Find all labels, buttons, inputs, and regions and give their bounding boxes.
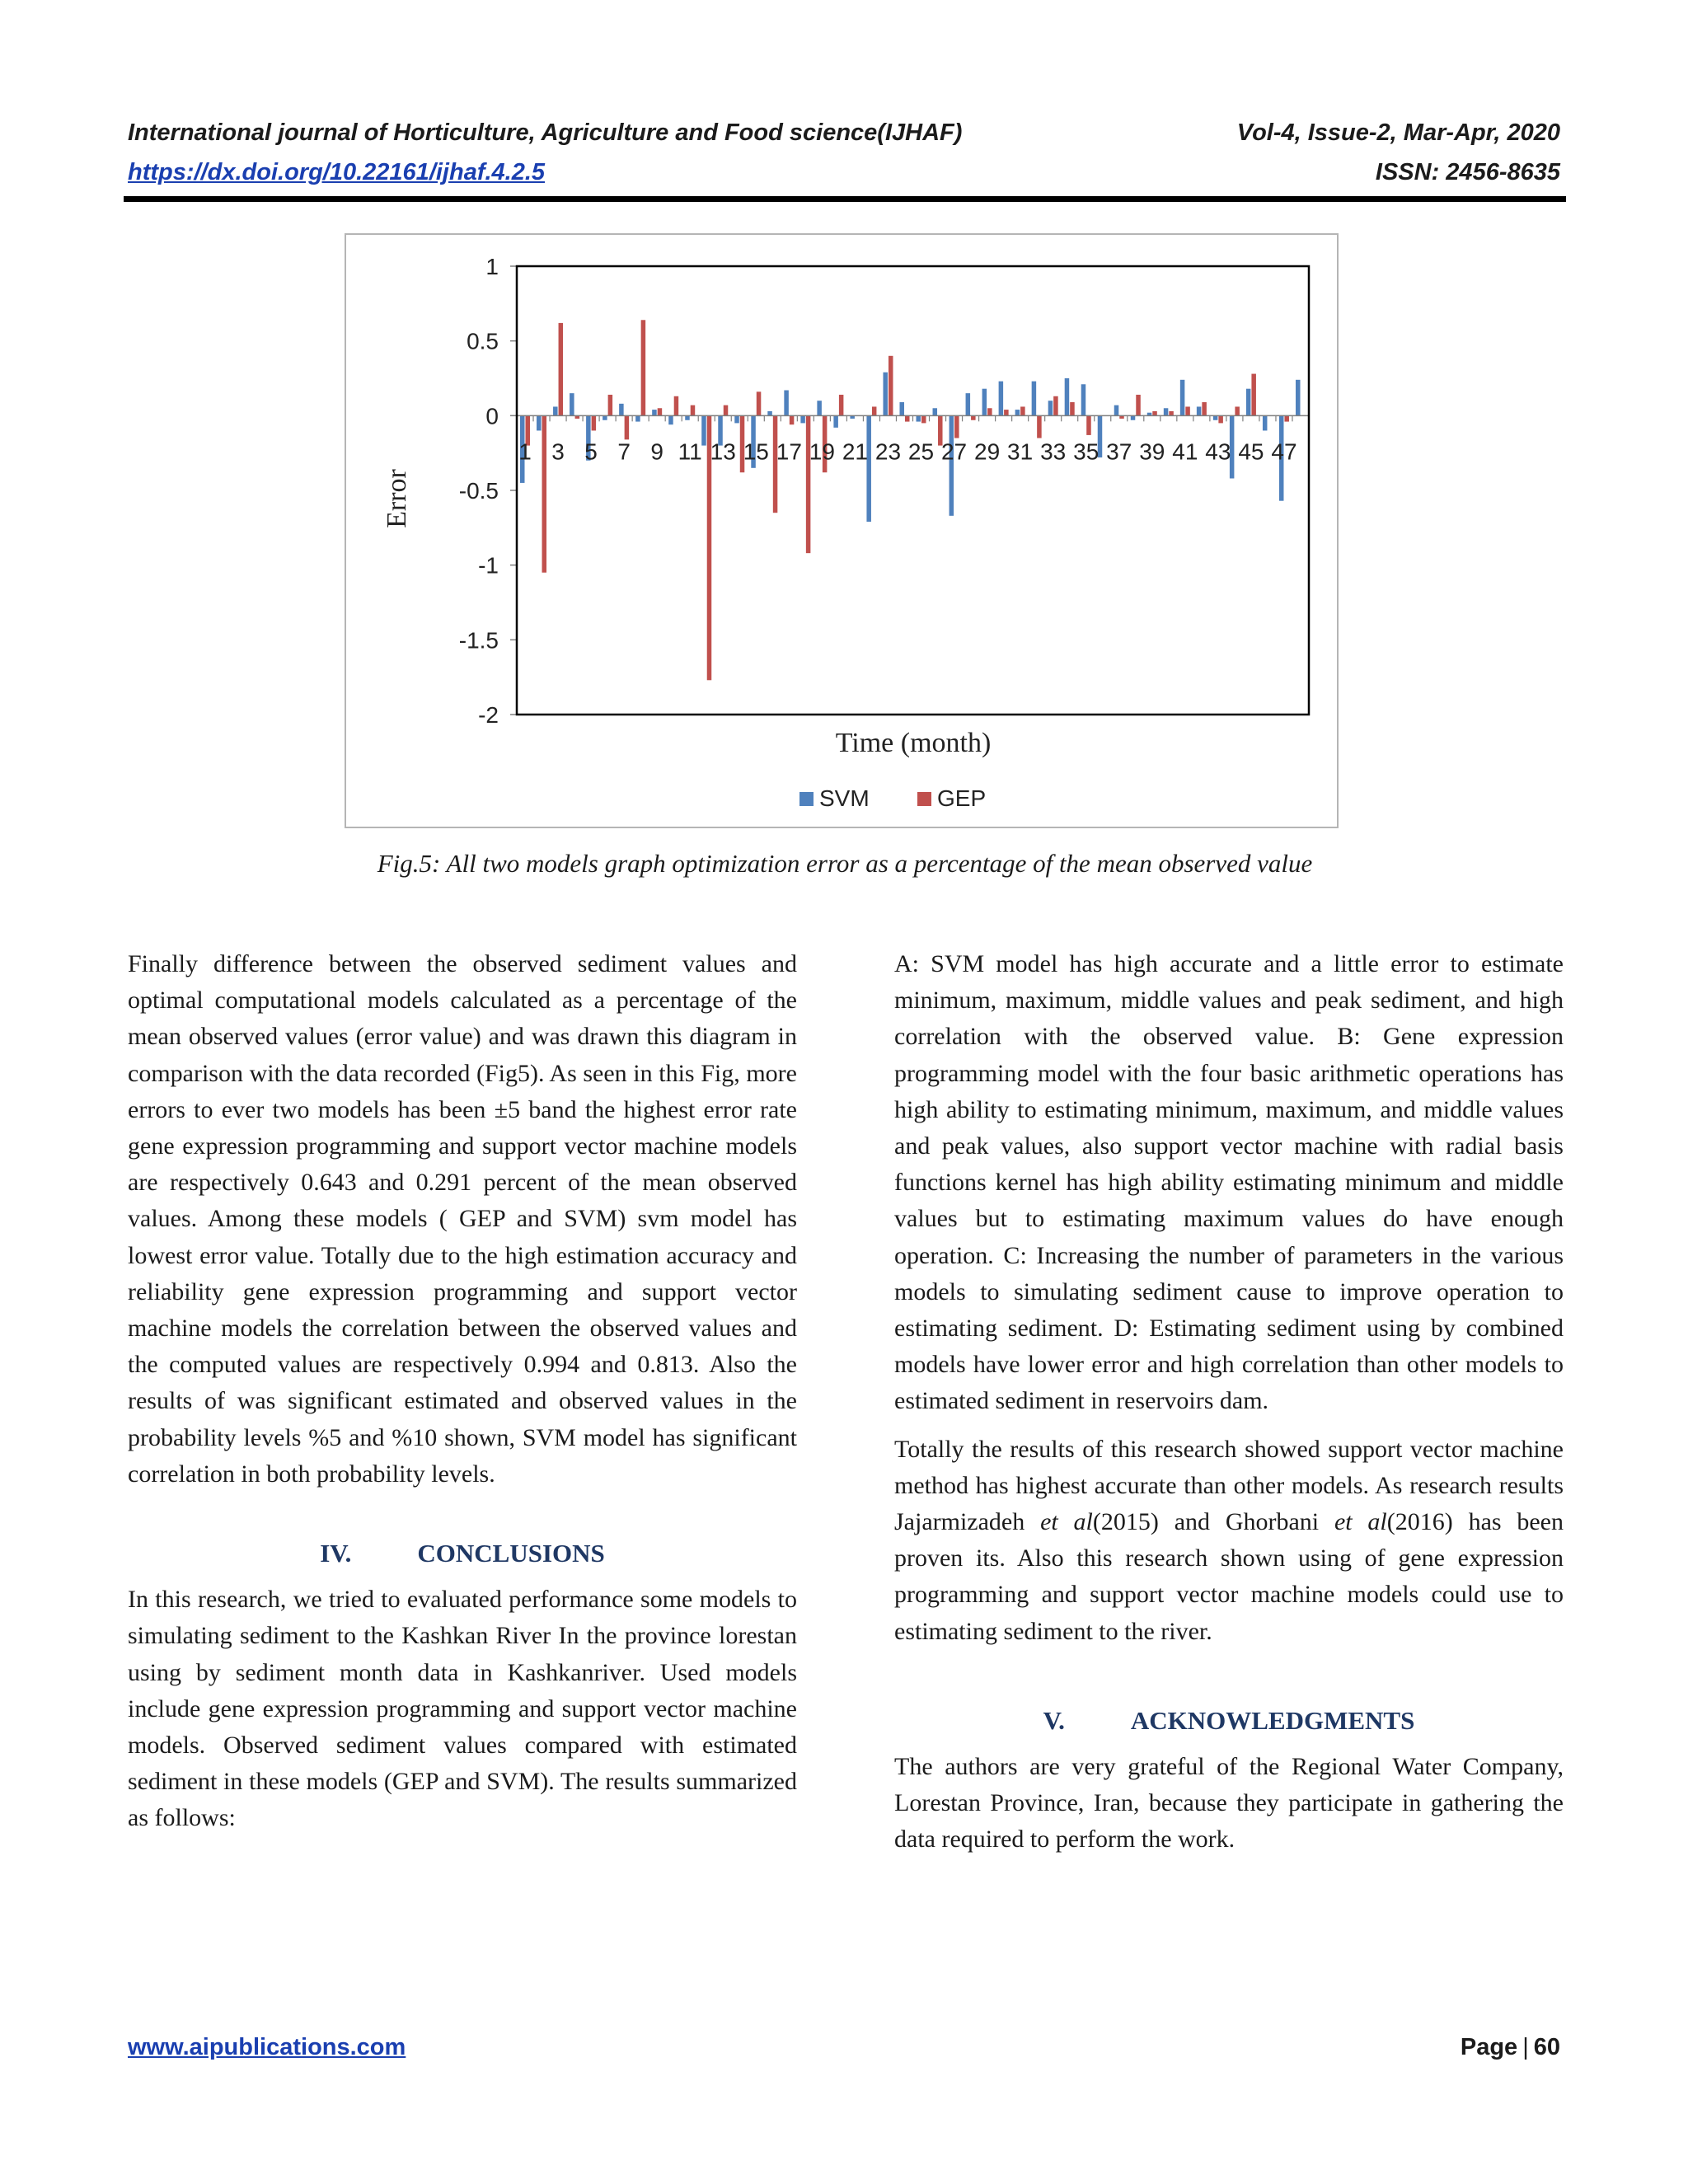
x-tick-label: 27 [940, 438, 968, 465]
bar-svm [883, 373, 888, 416]
y-tick-label: -0.5 [458, 478, 499, 504]
bar-gep [1004, 410, 1009, 415]
bar-svm [1114, 405, 1119, 416]
x-tick-label: 25 [907, 438, 935, 465]
section-number: V. [1043, 1705, 1065, 1735]
bar-svm [817, 401, 822, 415]
x-tick-label: 21 [842, 438, 869, 465]
bar-gep [1020, 406, 1025, 415]
totally-paragraph [894, 1432, 1564, 1650]
bar-gep [625, 415, 630, 439]
x-tick-label: 23 [874, 438, 902, 465]
bar-svm [553, 406, 558, 415]
bar-gep [839, 395, 844, 415]
bar-gep [1218, 415, 1223, 423]
bar-gep [724, 405, 729, 416]
x-tick-label: 17 [776, 438, 802, 465]
bar-svm [1164, 408, 1169, 415]
bar-svm [784, 391, 789, 416]
legend-swatch-svm [799, 792, 814, 806]
bar-gep [1037, 415, 1042, 438]
bar-svm [866, 415, 871, 522]
journal-title: International journal of Horticulture, Agriculture and Food science(IJHAF) [128, 120, 963, 146]
bar-gep [1235, 406, 1240, 415]
bar-svm [570, 393, 574, 415]
plot-border [517, 266, 1309, 715]
section-title: CONCLUSIONS [417, 1539, 605, 1568]
bar-svm [1032, 382, 1037, 416]
bar-svm [800, 415, 805, 423]
bar-gep [1136, 395, 1141, 415]
x-tick-label: 5 [584, 438, 598, 465]
text-run: (2015) and Ghorbani [1092, 1508, 1334, 1536]
bar-gep [757, 391, 762, 415]
acknowledgments-paragraph: The authors are very grateful of the Regional Water Company, Lorestan Province, Iran, because they participate in gathering the data required to perform the work. [894, 1753, 1564, 1854]
figure-frame [345, 233, 1339, 828]
section-title: ACKNOWLEDGMENTS [1130, 1705, 1415, 1735]
x-tick-label: 33 [1040, 438, 1067, 465]
bar-svm [1081, 384, 1086, 415]
x-tick-label: 1 [518, 438, 532, 465]
y-tick-label: 0.5 [467, 328, 499, 354]
bar-gep [1284, 415, 1289, 421]
bar-svm [668, 415, 673, 424]
x-tick-label: 31 [1007, 438, 1034, 465]
bar-gep [1202, 402, 1207, 415]
bar-svm [1213, 415, 1218, 419]
bar-gep [889, 356, 893, 416]
volume-issue: Vol-4, Issue-2, Mar-Apr, 2020 [1236, 120, 1560, 146]
x-tick-label: 45 [1238, 438, 1264, 465]
citation-etal: et al [1040, 1508, 1093, 1536]
bar-svm [899, 402, 904, 415]
x-tick-label: 9 [650, 438, 663, 465]
bar-gep [987, 408, 992, 415]
right-column [894, 946, 1564, 1858]
bar-svm [1048, 401, 1053, 415]
bar-gep [674, 396, 679, 416]
bar-svm [603, 415, 607, 419]
figure-caption: Fig.5: All two models graph optimization error as a percentage of the mean observed value [377, 849, 1313, 878]
bar-svm [1296, 380, 1301, 416]
bar-svm [635, 415, 640, 421]
doi-link[interactable]: https://dx.doi.org/10.22161/ijhaf.4.2.5 [128, 159, 546, 185]
bar-svm [1015, 410, 1020, 415]
legend-label: SVM [819, 785, 870, 811]
bar-svm [917, 415, 921, 421]
x-tick-label: 29 [974, 438, 1001, 465]
y-tick-label: -2 [478, 702, 499, 728]
bar-gep [608, 395, 613, 415]
bar-gep [658, 408, 663, 415]
x-tick-label: 47 [1271, 438, 1297, 465]
bar-svm [1180, 380, 1185, 416]
bar-svm [1131, 415, 1136, 419]
bar-svm [734, 415, 739, 423]
website-link[interactable]: www.aipublications.com [128, 2034, 406, 2060]
y-axis-title: Error [382, 469, 412, 528]
error-bar-chart [346, 235, 1337, 827]
bar-gep [971, 415, 976, 419]
left-column [128, 946, 797, 1837]
bar-gep [1053, 396, 1058, 416]
section-heading-conclusions [128, 1535, 797, 1572]
bar-gep [806, 415, 811, 553]
bar-svm [652, 410, 657, 415]
bar-svm [950, 415, 954, 515]
text-run: Totally the results of this research showed support vector machine method has highest accurate than other models. As research results Jajarmizadeh [894, 1435, 1564, 1536]
x-tick-label: 7 [617, 438, 631, 465]
x-tick-label: 37 [1106, 438, 1132, 465]
x-tick-label: 41 [1172, 438, 1198, 465]
bar-gep [559, 323, 564, 415]
x-tick-label: 11 [678, 438, 702, 465]
bar-gep [1185, 406, 1190, 415]
bar-svm [933, 408, 938, 415]
bar-svm [767, 411, 772, 415]
bar-gep [790, 415, 795, 424]
bar-svm [701, 415, 706, 445]
x-tick-label: 43 [1205, 438, 1231, 465]
page-number-label [1461, 2034, 1560, 2061]
x-axis-title: Time (month) [835, 728, 992, 758]
bar-svm [833, 415, 838, 428]
bar-gep [691, 405, 696, 416]
bar-gep [542, 415, 547, 572]
legend-label: GEP [937, 785, 987, 811]
bar-gep [921, 415, 926, 423]
page-number: 60 [1533, 2034, 1560, 2060]
y-tick-label: 0 [485, 403, 499, 429]
x-tick-label: 15 [743, 438, 769, 465]
x-tick-label: 39 [1139, 438, 1165, 465]
x-tick-label: 35 [1073, 438, 1100, 465]
bar-svm [1263, 415, 1268, 430]
conclusions-paragraph: In this research, we tried to evaluated performance some models to simulating sediment to the Kashkan River In the province lorestan using by sediment month data in Kashkanriver. Used models include gene expression programming and support vector machine models. Observed sediment values compared with estimated sediment in these models (GEP and SVM). The results summarized as follows: [128, 1586, 797, 1832]
y-tick-label: 1 [485, 254, 499, 279]
bar-gep [1070, 402, 1075, 415]
header-rule [124, 196, 1566, 202]
y-tick-label: -1.5 [458, 627, 499, 654]
summary-paragraph: A: SVM model has high accurate and a little error to estimate minimum, maximum, middle values and peak sediment, and high correlation with the observed value. B: Gene expression programming model with the four basic arithmetic operations has high ability to estimating minimum, maximum, and middle values and peak values, also support vector machine with radial basis functions kernel has high ability estimating minimum and middle values but to estimating maximum values do have enough operation. C: Increasing the number of parameters in the various models to simulating sediment cause to improve operation to estimating sediment. D: Estimating sediment using by combined models have lower error and high correlation than other models to estimated sediment in reservoirs dam. [894, 950, 1564, 1415]
bar-svm [619, 404, 624, 416]
citation-etal: et al [1334, 1508, 1387, 1536]
y-tick-label: -1 [478, 552, 499, 579]
bar-gep [1251, 374, 1256, 416]
section-number: IV. [320, 1539, 352, 1568]
legend-swatch-gep [917, 792, 931, 806]
bar-svm [999, 382, 1004, 416]
issn: ISSN: 2456-8635 [1375, 159, 1560, 185]
bar-gep [641, 320, 646, 415]
bar-gep [872, 406, 877, 415]
bar-gep [1086, 415, 1091, 435]
section-heading-acknowledgments [894, 1703, 1564, 1739]
bar-gep [905, 415, 910, 421]
bar-svm [982, 389, 987, 416]
bar-gep [954, 415, 959, 438]
text-run: (2016) has been proven its. Also this research shown using of gene expression programming and support vector machine models could use to estimating sediment to the river. [894, 1508, 1564, 1645]
bar-svm [537, 415, 542, 430]
bar-svm [1197, 406, 1202, 415]
bar-svm [1065, 378, 1070, 415]
bar-svm [1246, 389, 1251, 416]
results-paragraph: Finally difference between the observed sediment values and optimal computational models calculated as a percentage of the mean observed values (error value) and was drawn this diagram in comparison with the data recorded (Fig5). As seen in this Fig, more errors to ever two models has been ±5 band the highest error rate gene expression programming and support vector machine models are respectively 0.643 and 0.291 percent of the mean observed values. Among these models ( GEP and SVM) svm model has lowest error value. Totally due to the high estimation accuracy and reliability gene expression programming and support vector machine models the correlation between the observed values and the computed values are respectively 0.994 and 0.813. Also the results of was significant estimated and observed values in the probability levels %5 and %10 shown, SVM model has significant correlation in both probability levels. [128, 950, 797, 1488]
page-separator: | [1522, 2034, 1529, 2060]
page-label: Page [1460, 2034, 1518, 2060]
x-tick-label: 13 [710, 438, 736, 465]
bar-gep [592, 415, 597, 430]
x-tick-label: 19 [809, 438, 835, 465]
bar-svm [966, 393, 971, 415]
bar-svm [685, 415, 690, 419]
bar-gep [1169, 411, 1174, 415]
bar-gep [1152, 411, 1157, 415]
x-tick-label: 3 [551, 438, 565, 465]
